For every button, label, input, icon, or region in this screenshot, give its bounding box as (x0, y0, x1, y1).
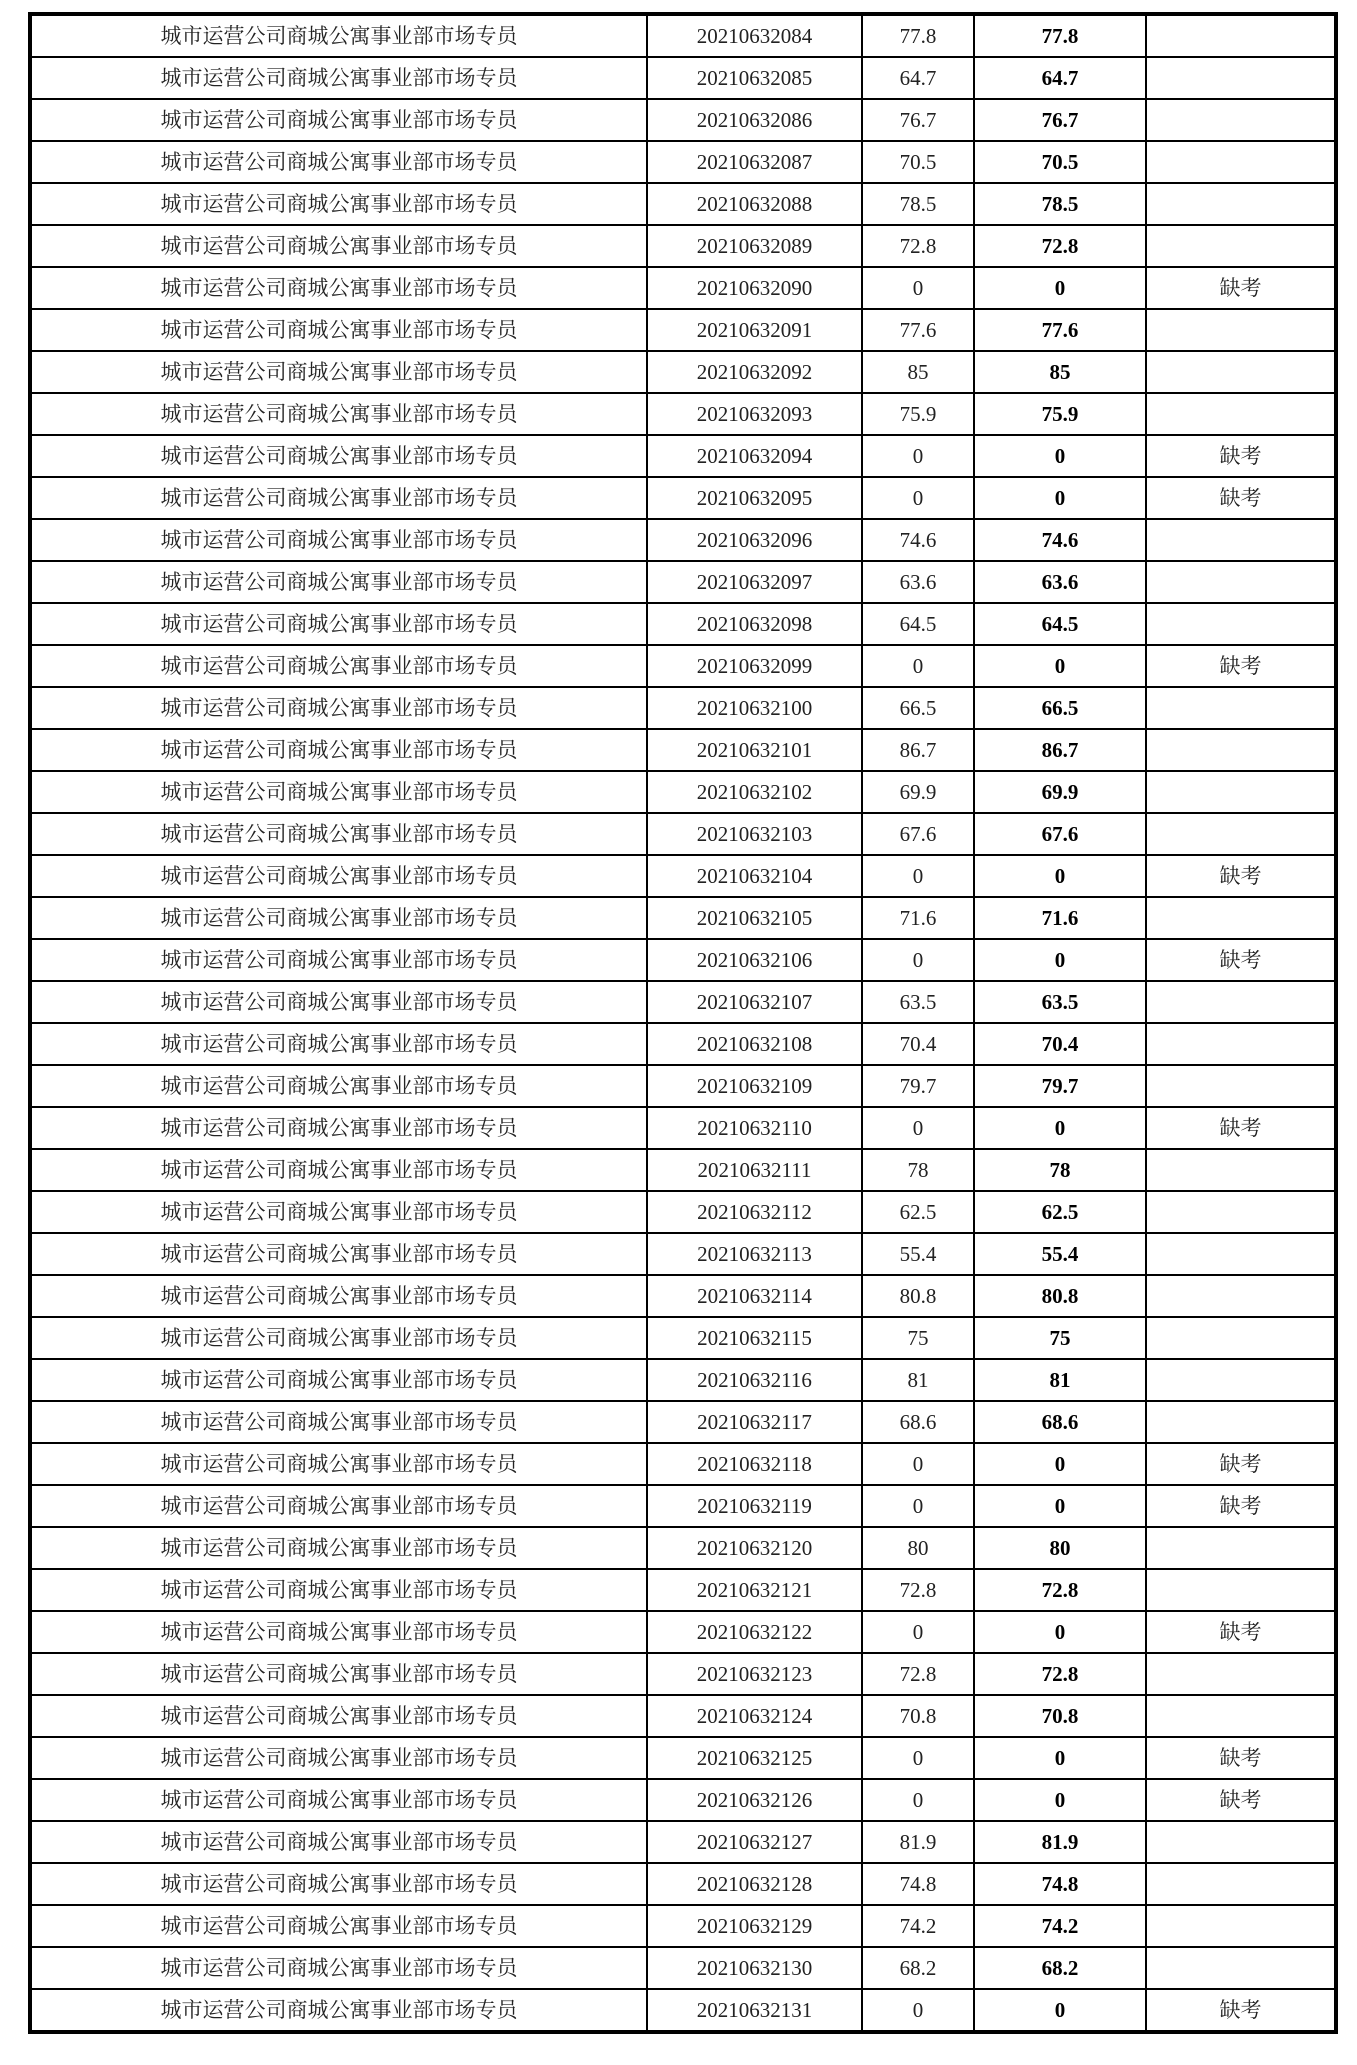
exam-id-cell: 20210632102 (647, 771, 862, 813)
remark-cell: 缺考 (1146, 1737, 1336, 1779)
total-score-cell: 0 (974, 1737, 1146, 1779)
exam-id-cell: 20210632109 (647, 1065, 862, 1107)
exam-id-cell: 20210632091 (647, 309, 862, 351)
total-score-cell: 80.8 (974, 1275, 1146, 1317)
table-row (30, 1359, 1336, 1401)
position-cell: 城市运营公司商城公寓事业部市场专员 (30, 1653, 647, 1695)
exam-id-cell: 20210632130 (647, 1947, 862, 1989)
total-score-cell: 64.5 (974, 603, 1146, 645)
exam-id-cell: 20210632129 (647, 1905, 862, 1947)
exam-id-cell: 20210632090 (647, 267, 862, 309)
position-cell: 城市运营公司商城公寓事业部市场专员 (30, 1317, 647, 1359)
exam-id-cell: 20210632107 (647, 981, 862, 1023)
table-row (30, 1611, 1336, 1653)
table-row (30, 351, 1336, 393)
table-row (30, 1695, 1336, 1737)
table-row (30, 267, 1336, 309)
written-score-cell: 74.6 (862, 519, 974, 561)
remark-cell: 缺考 (1146, 645, 1336, 687)
remark-cell (1146, 561, 1336, 603)
table-row (30, 1149, 1336, 1191)
remark-cell (1146, 729, 1336, 771)
total-score-cell: 78 (974, 1149, 1146, 1191)
written-score-cell: 0 (862, 1737, 974, 1779)
total-score-cell: 80 (974, 1527, 1146, 1569)
written-score-cell: 0 (862, 477, 974, 519)
written-score-cell: 68.2 (862, 1947, 974, 1989)
table-row (30, 1569, 1336, 1611)
remark-cell (1146, 1149, 1336, 1191)
position-cell: 城市运营公司商城公寓事业部市场专员 (30, 1527, 647, 1569)
table-row (30, 1191, 1336, 1233)
written-score-cell: 0 (862, 645, 974, 687)
written-score-cell: 0 (862, 1107, 974, 1149)
written-score-cell: 70.4 (862, 1023, 974, 1065)
total-score-cell: 66.5 (974, 687, 1146, 729)
total-score-cell: 69.9 (974, 771, 1146, 813)
total-score-cell: 55.4 (974, 1233, 1146, 1275)
position-cell: 城市运营公司商城公寓事业部市场专员 (30, 351, 647, 393)
exam-id-cell: 20210632088 (647, 183, 862, 225)
total-score-cell: 63.6 (974, 561, 1146, 603)
table-row (30, 99, 1336, 141)
table-row (30, 1485, 1336, 1527)
position-cell: 城市运营公司商城公寓事业部市场专员 (30, 855, 647, 897)
exam-id-cell: 20210632119 (647, 1485, 862, 1527)
written-score-cell: 78 (862, 1149, 974, 1191)
position-cell: 城市运营公司商城公寓事业部市场专员 (30, 813, 647, 855)
total-score-cell: 81 (974, 1359, 1146, 1401)
exam-id-cell: 20210632114 (647, 1275, 862, 1317)
remark-cell (1146, 981, 1336, 1023)
position-cell: 城市运营公司商城公寓事业部市场专员 (30, 309, 647, 351)
written-score-cell: 71.6 (862, 897, 974, 939)
remark-cell: 缺考 (1146, 1443, 1336, 1485)
remark-cell (1146, 1233, 1336, 1275)
position-cell: 城市运营公司商城公寓事业部市场专员 (30, 1905, 647, 1947)
table-row (30, 1821, 1336, 1863)
table-row (30, 1989, 1336, 2032)
table-row (30, 1317, 1336, 1359)
table-row (30, 141, 1336, 183)
total-score-cell: 0 (974, 1107, 1146, 1149)
exam-id-cell: 20210632120 (647, 1527, 862, 1569)
position-cell: 城市运营公司商城公寓事业部市场专员 (30, 603, 647, 645)
exam-id-cell: 20210632126 (647, 1779, 862, 1821)
remark-cell: 缺考 (1146, 477, 1336, 519)
position-cell: 城市运营公司商城公寓事业部市场专员 (30, 1065, 647, 1107)
exam-id-cell: 20210632116 (647, 1359, 862, 1401)
position-cell: 城市运营公司商城公寓事业部市场专员 (30, 1863, 647, 1905)
written-score-cell: 0 (862, 855, 974, 897)
exam-id-cell: 20210632097 (647, 561, 862, 603)
remark-cell (1146, 1569, 1336, 1611)
written-score-cell: 72.8 (862, 225, 974, 267)
remark-cell: 缺考 (1146, 939, 1336, 981)
remark-cell (1146, 393, 1336, 435)
remark-cell: 缺考 (1146, 435, 1336, 477)
total-score-cell: 0 (974, 1989, 1146, 2032)
remark-cell (1146, 141, 1336, 183)
written-score-cell: 78.5 (862, 183, 974, 225)
remark-cell (1146, 1905, 1336, 1947)
position-cell: 城市运营公司商城公寓事业部市场专员 (30, 561, 647, 603)
table-row (30, 183, 1336, 225)
position-cell: 城市运营公司商城公寓事业部市场专员 (30, 729, 647, 771)
written-score-cell: 86.7 (862, 729, 974, 771)
exam-id-cell: 20210632115 (647, 1317, 862, 1359)
position-cell: 城市运营公司商城公寓事业部市场专员 (30, 771, 647, 813)
exam-id-cell: 20210632108 (647, 1023, 862, 1065)
table-row (30, 561, 1336, 603)
position-cell: 城市运营公司商城公寓事业部市场专员 (30, 1779, 647, 1821)
exam-id-cell: 20210632084 (647, 14, 862, 57)
remark-cell (1146, 1317, 1336, 1359)
table-row (30, 1779, 1336, 1821)
total-score-cell: 68.6 (974, 1401, 1146, 1443)
remark-cell (1146, 225, 1336, 267)
written-score-cell: 79.7 (862, 1065, 974, 1107)
total-score-cell: 0 (974, 1779, 1146, 1821)
written-score-cell: 74.8 (862, 1863, 974, 1905)
total-score-cell: 72.8 (974, 225, 1146, 267)
position-cell: 城市运营公司商城公寓事业部市场专员 (30, 225, 647, 267)
table-row (30, 1653, 1336, 1695)
written-score-cell: 70.5 (862, 141, 974, 183)
total-score-cell: 0 (974, 645, 1146, 687)
position-cell: 城市运营公司商城公寓事业部市场专员 (30, 1359, 647, 1401)
written-score-cell: 85 (862, 351, 974, 393)
written-score-cell: 77.8 (862, 14, 974, 57)
position-cell: 城市运营公司商城公寓事业部市场专员 (30, 57, 647, 99)
position-cell: 城市运营公司商城公寓事业部市场专员 (30, 267, 647, 309)
exam-id-cell: 20210632092 (647, 351, 862, 393)
total-score-cell: 64.7 (974, 57, 1146, 99)
written-score-cell: 0 (862, 1779, 974, 1821)
total-score-cell: 68.2 (974, 1947, 1146, 1989)
table-row (30, 939, 1336, 981)
remark-cell: 缺考 (1146, 1611, 1336, 1653)
written-score-cell: 68.6 (862, 1401, 974, 1443)
written-score-cell: 63.5 (862, 981, 974, 1023)
written-score-cell: 76.7 (862, 99, 974, 141)
remark-cell (1146, 1191, 1336, 1233)
position-cell: 城市运营公司商城公寓事业部市场专员 (30, 1737, 647, 1779)
written-score-cell: 62.5 (862, 1191, 974, 1233)
table-row (30, 435, 1336, 477)
position-cell: 城市运营公司商城公寓事业部市场专员 (30, 183, 647, 225)
exam-id-cell: 20210632122 (647, 1611, 862, 1653)
remark-cell (1146, 183, 1336, 225)
written-score-cell: 0 (862, 435, 974, 477)
written-score-cell: 0 (862, 1989, 974, 2032)
total-score-cell: 74.6 (974, 519, 1146, 561)
exam-id-cell: 20210632094 (647, 435, 862, 477)
exam-id-cell: 20210632099 (647, 645, 862, 687)
remark-cell (1146, 1821, 1336, 1863)
written-score-cell: 77.6 (862, 309, 974, 351)
remark-cell (1146, 1863, 1336, 1905)
total-score-cell: 0 (974, 435, 1146, 477)
remark-cell (1146, 1023, 1336, 1065)
written-score-cell: 69.9 (862, 771, 974, 813)
table-row (30, 1275, 1336, 1317)
exam-id-cell: 20210632104 (647, 855, 862, 897)
table-row (30, 225, 1336, 267)
total-score-cell: 72.8 (974, 1569, 1146, 1611)
remark-cell (1146, 1065, 1336, 1107)
remark-cell: 缺考 (1146, 1107, 1336, 1149)
position-cell: 城市运营公司商城公寓事业部市场专员 (30, 1947, 647, 1989)
remark-cell (1146, 1359, 1336, 1401)
position-cell: 城市运营公司商城公寓事业部市场专员 (30, 981, 647, 1023)
total-score-cell: 0 (974, 939, 1146, 981)
exam-id-cell: 20210632095 (647, 477, 862, 519)
position-cell: 城市运营公司商城公寓事业部市场专员 (30, 1821, 647, 1863)
total-score-cell: 85 (974, 351, 1146, 393)
total-score-cell: 70.5 (974, 141, 1146, 183)
exam-id-cell: 20210632123 (647, 1653, 862, 1695)
table-row (30, 1863, 1336, 1905)
table-row (30, 1065, 1336, 1107)
position-cell: 城市运营公司商城公寓事业部市场专员 (30, 519, 647, 561)
written-score-cell: 55.4 (862, 1233, 974, 1275)
total-score-cell: 62.5 (974, 1191, 1146, 1233)
table-row (30, 393, 1336, 435)
table-row (30, 897, 1336, 939)
exam-id-cell: 20210632105 (647, 897, 862, 939)
position-cell: 城市运营公司商城公寓事业部市场专员 (30, 1149, 647, 1191)
position-cell: 城市运营公司商城公寓事业部市场专员 (30, 1443, 647, 1485)
written-score-cell: 66.5 (862, 687, 974, 729)
exam-id-cell: 20210632131 (647, 1989, 862, 2032)
total-score-cell: 74.8 (974, 1863, 1146, 1905)
written-score-cell: 72.8 (862, 1653, 974, 1695)
exam-id-cell: 20210632113 (647, 1233, 862, 1275)
table-row (30, 813, 1336, 855)
exam-id-cell: 20210632086 (647, 99, 862, 141)
written-score-cell: 64.5 (862, 603, 974, 645)
remark-cell (1146, 603, 1336, 645)
table-row (30, 1401, 1336, 1443)
score-table-body (30, 14, 1336, 2032)
written-score-cell: 0 (862, 939, 974, 981)
exam-id-cell: 20210632093 (647, 393, 862, 435)
remark-cell (1146, 1695, 1336, 1737)
position-cell: 城市运营公司商城公寓事业部市场专员 (30, 645, 647, 687)
written-score-cell: 63.6 (862, 561, 974, 603)
total-score-cell: 0 (974, 855, 1146, 897)
written-score-cell: 64.7 (862, 57, 974, 99)
exam-id-cell: 20210632111 (647, 1149, 862, 1191)
table-row (30, 519, 1336, 561)
position-cell: 城市运营公司商城公寓事业部市场专员 (30, 1191, 647, 1233)
exam-id-cell: 20210632089 (647, 225, 862, 267)
total-score-cell: 63.5 (974, 981, 1146, 1023)
exam-id-cell: 20210632128 (647, 1863, 862, 1905)
table-row (30, 309, 1336, 351)
table-row (30, 57, 1336, 99)
position-cell: 城市运营公司商城公寓事业部市场专员 (30, 435, 647, 477)
table-row (30, 1443, 1336, 1485)
written-score-cell: 75 (862, 1317, 974, 1359)
remark-cell (1146, 1275, 1336, 1317)
table-row (30, 603, 1336, 645)
position-cell: 城市运营公司商城公寓事业部市场专员 (30, 1023, 647, 1065)
position-cell: 城市运营公司商城公寓事业部市场专员 (30, 939, 647, 981)
exam-id-cell: 20210632101 (647, 729, 862, 771)
table-row (30, 687, 1336, 729)
total-score-cell: 67.6 (974, 813, 1146, 855)
remark-cell (1146, 351, 1336, 393)
table-row (30, 1107, 1336, 1149)
total-score-cell: 71.6 (974, 897, 1146, 939)
total-score-cell: 0 (974, 1611, 1146, 1653)
written-score-cell: 0 (862, 1611, 974, 1653)
position-cell: 城市运营公司商城公寓事业部市场专员 (30, 1401, 647, 1443)
position-cell: 城市运营公司商城公寓事业部市场专员 (30, 1989, 647, 2032)
position-cell: 城市运营公司商城公寓事业部市场专员 (30, 1233, 647, 1275)
total-score-cell: 74.2 (974, 1905, 1146, 1947)
position-cell: 城市运营公司商城公寓事业部市场专员 (30, 477, 647, 519)
table-row (30, 645, 1336, 687)
exam-id-cell: 20210632106 (647, 939, 862, 981)
written-score-cell: 81.9 (862, 1821, 974, 1863)
remark-cell (1146, 99, 1336, 141)
exam-id-cell: 20210632098 (647, 603, 862, 645)
exam-id-cell: 20210632127 (647, 1821, 862, 1863)
remark-cell (1146, 1653, 1336, 1695)
written-score-cell: 80.8 (862, 1275, 974, 1317)
remark-cell: 缺考 (1146, 1485, 1336, 1527)
position-cell: 城市运营公司商城公寓事业部市场专员 (30, 1107, 647, 1149)
remark-cell (1146, 57, 1336, 99)
table-row (30, 855, 1336, 897)
position-cell: 城市运营公司商城公寓事业部市场专员 (30, 393, 647, 435)
written-score-cell: 67.6 (862, 813, 974, 855)
total-score-cell: 86.7 (974, 729, 1146, 771)
written-score-cell: 80 (862, 1527, 974, 1569)
remark-cell (1146, 687, 1336, 729)
written-score-cell: 81 (862, 1359, 974, 1401)
position-cell: 城市运营公司商城公寓事业部市场专员 (30, 1485, 647, 1527)
remark-cell (1146, 1401, 1336, 1443)
remark-cell (1146, 897, 1336, 939)
total-score-cell: 75 (974, 1317, 1146, 1359)
position-cell: 城市运营公司商城公寓事业部市场专员 (30, 99, 647, 141)
remark-cell (1146, 1947, 1336, 1989)
exam-id-cell: 20210632103 (647, 813, 862, 855)
remark-cell: 缺考 (1146, 1779, 1336, 1821)
remark-cell: 缺考 (1146, 267, 1336, 309)
table-row (30, 1905, 1336, 1947)
table-row (30, 1023, 1336, 1065)
position-cell: 城市运营公司商城公寓事业部市场专员 (30, 1695, 647, 1737)
exam-id-cell: 20210632117 (647, 1401, 862, 1443)
exam-id-cell: 20210632118 (647, 1443, 862, 1485)
table-row (30, 771, 1336, 813)
position-cell: 城市运营公司商城公寓事业部市场专员 (30, 14, 647, 57)
table-row (30, 729, 1336, 771)
position-cell: 城市运营公司商城公寓事业部市场专员 (30, 1611, 647, 1653)
written-score-cell: 70.8 (862, 1695, 974, 1737)
remark-cell (1146, 519, 1336, 561)
table-row (30, 1527, 1336, 1569)
exam-id-cell: 20210632112 (647, 1191, 862, 1233)
position-cell: 城市运营公司商城公寓事业部市场专员 (30, 687, 647, 729)
table-row (30, 981, 1336, 1023)
total-score-cell: 0 (974, 267, 1146, 309)
written-score-cell: 74.2 (862, 1905, 974, 1947)
table-row (30, 477, 1336, 519)
written-score-cell: 0 (862, 1485, 974, 1527)
exam-id-cell: 20210632125 (647, 1737, 862, 1779)
total-score-cell: 77.6 (974, 309, 1146, 351)
exam-id-cell: 20210632110 (647, 1107, 862, 1149)
exam-id-cell: 20210632100 (647, 687, 862, 729)
table-row (30, 14, 1336, 57)
total-score-cell: 78.5 (974, 183, 1146, 225)
position-cell: 城市运营公司商城公寓事业部市场专员 (30, 141, 647, 183)
total-score-cell: 79.7 (974, 1065, 1146, 1107)
table-row (30, 1737, 1336, 1779)
total-score-cell: 77.8 (974, 14, 1146, 57)
written-score-cell: 0 (862, 1443, 974, 1485)
total-score-cell: 76.7 (974, 99, 1146, 141)
exam-id-cell: 20210632096 (647, 519, 862, 561)
total-score-cell: 75.9 (974, 393, 1146, 435)
remark-cell (1146, 771, 1336, 813)
exam-id-cell: 20210632085 (647, 57, 862, 99)
total-score-cell: 0 (974, 1485, 1146, 1527)
total-score-cell: 70.8 (974, 1695, 1146, 1737)
exam-id-cell: 20210632124 (647, 1695, 862, 1737)
total-score-cell: 72.8 (974, 1653, 1146, 1695)
position-cell: 城市运营公司商城公寓事业部市场专员 (30, 1569, 647, 1611)
total-score-cell: 0 (974, 477, 1146, 519)
remark-cell (1146, 1527, 1336, 1569)
remark-cell (1146, 309, 1336, 351)
written-score-cell: 75.9 (862, 393, 974, 435)
remark-cell: 缺考 (1146, 1989, 1336, 2032)
table-row (30, 1947, 1336, 1989)
written-score-cell: 72.8 (862, 1569, 974, 1611)
position-cell: 城市运营公司商城公寓事业部市场专员 (30, 897, 647, 939)
total-score-cell: 81.9 (974, 1821, 1146, 1863)
remark-cell: 缺考 (1146, 855, 1336, 897)
exam-id-cell: 20210632121 (647, 1569, 862, 1611)
remark-cell (1146, 14, 1336, 57)
total-score-cell: 70.4 (974, 1023, 1146, 1065)
score-table (28, 12, 1338, 2034)
position-cell: 城市运营公司商城公寓事业部市场专员 (30, 1275, 647, 1317)
written-score-cell: 0 (862, 267, 974, 309)
remark-cell (1146, 813, 1336, 855)
table-row (30, 1233, 1336, 1275)
exam-id-cell: 20210632087 (647, 141, 862, 183)
total-score-cell: 0 (974, 1443, 1146, 1485)
